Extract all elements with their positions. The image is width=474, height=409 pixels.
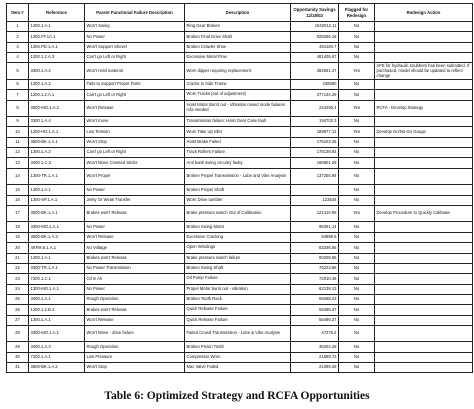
header-redesign-action: Redesign Action bbox=[375, 4, 473, 22]
cell-savings: 828256.16 bbox=[291, 32, 339, 42]
cell-redesign-action bbox=[375, 363, 473, 373]
cell-reference: 1200.1.A.1 bbox=[29, 253, 85, 263]
cell-parent-failure: Rough Operation bbox=[85, 342, 185, 352]
cell-savings: 84899.6 bbox=[291, 232, 339, 242]
table-row bbox=[7, 168, 473, 185]
table-row bbox=[7, 315, 473, 325]
cell-item: 31 bbox=[7, 363, 29, 373]
cell-item: 10 bbox=[7, 127, 29, 137]
cell-redesign-action bbox=[375, 42, 473, 52]
cell-flagged: No bbox=[339, 352, 375, 362]
cell-redesign-action bbox=[375, 253, 473, 263]
cell-parent-failure: Won't Stop bbox=[85, 363, 185, 373]
cell-savings: 55495.37 bbox=[291, 315, 339, 325]
cell-flagged: No bbox=[339, 168, 375, 185]
header-item: Item # bbox=[7, 4, 29, 22]
cell-item: 19 bbox=[7, 232, 29, 242]
cell-description: Compressor Worn bbox=[185, 352, 291, 362]
cell-item: 18 bbox=[7, 222, 29, 232]
cell-savings: 384051.47 bbox=[291, 63, 339, 80]
cell-description: Anti bank swing circuitry faulty bbox=[185, 158, 291, 168]
cell-redesign-action: Develop Go/No-Go Gauge bbox=[375, 127, 473, 137]
cell-reference: 1200-HD.1.A.1 bbox=[29, 127, 85, 137]
table-row bbox=[7, 63, 473, 80]
cell-flagged: No bbox=[339, 148, 375, 158]
table-row bbox=[7, 90, 473, 100]
cell-savings: 123544 bbox=[291, 195, 339, 205]
cell-redesign-action bbox=[375, 90, 473, 100]
cell-savings: 189877.12 bbox=[291, 127, 339, 137]
cell-item: 23 bbox=[7, 274, 29, 284]
cell-description: Quick Release Failure bbox=[185, 305, 291, 315]
table-row bbox=[7, 22, 473, 32]
cell-item: 20 bbox=[7, 243, 29, 253]
header-savings: Opportunity Savings 12/18/02 bbox=[291, 4, 339, 22]
table-row bbox=[7, 325, 473, 342]
cell-savings: 36202.29 bbox=[291, 342, 339, 352]
cell-parent-failure: Can't go Left or Right bbox=[85, 90, 185, 100]
cell-reference: 1300.1.A.1 bbox=[29, 185, 85, 195]
cell-parent-failure: Brakes won't Release bbox=[85, 253, 185, 263]
cell-parent-failure: Won't Move - drive failure bbox=[85, 325, 185, 342]
cell-redesign-action bbox=[375, 315, 473, 325]
cell-parent-failure: No Power bbox=[85, 32, 185, 42]
cell-parent-failure: No Power bbox=[85, 284, 185, 294]
cell-savings: 121410.95 bbox=[291, 205, 339, 222]
cell-description: Brake pressure switch Out of Calibration bbox=[185, 205, 291, 222]
cell-reference: 1300.FF.1A.1 bbox=[29, 32, 85, 42]
cell-item: 7 bbox=[7, 90, 29, 100]
cell-item: 12 bbox=[7, 148, 29, 158]
cell-savings: 59268.23 bbox=[291, 294, 339, 304]
cell-savings: 47275.2 bbox=[291, 325, 339, 342]
cell-redesign-action bbox=[375, 195, 473, 205]
cell-description: Excessive Metal Flow bbox=[185, 53, 291, 63]
cell-parent-failure: No Power bbox=[85, 185, 185, 195]
cell-redesign-action bbox=[375, 284, 473, 294]
cell-redesign-action bbox=[375, 168, 473, 185]
cell-description: Propel Motor burnt out - vibration bbox=[185, 284, 291, 294]
table-row bbox=[7, 342, 473, 352]
cell-reference: 1300-TR.1.A.1 bbox=[29, 168, 85, 185]
cell-description: Broken Propel Shaft bbox=[185, 185, 291, 195]
cell-reference: 1200.1.2.B.4 bbox=[29, 305, 85, 315]
cell-redesign-action bbox=[375, 352, 473, 362]
table-row bbox=[7, 274, 473, 284]
cell-flagged: No bbox=[339, 222, 375, 232]
cell-reference: 1200.1.2.A.1 bbox=[29, 90, 85, 100]
cell-savings: 21089.29 bbox=[291, 363, 339, 373]
cell-description: Worn Take Up Idler bbox=[185, 127, 291, 137]
cell-description: Mac Valve Failed bbox=[185, 363, 291, 373]
cell-redesign-action bbox=[375, 222, 473, 232]
cell-item: 4 bbox=[7, 53, 29, 63]
header-flagged: Flagged for Redesign bbox=[339, 4, 375, 22]
cell-flagged: No bbox=[339, 315, 375, 325]
cell-reference: 1300.1.A.2 bbox=[29, 79, 85, 89]
cell-parent-failure: Jerky Or Weak Transfer bbox=[85, 195, 185, 205]
cell-flagged: Yes bbox=[339, 205, 375, 222]
cell-reference: 3300-MO.1.A.1 bbox=[29, 325, 85, 342]
cell-reference: 3400.1.A.3 bbox=[29, 342, 85, 352]
cell-reference: 4KFM.5.1.A.1 bbox=[29, 243, 85, 253]
table-row bbox=[7, 32, 473, 42]
cell-savings: 21599.72 bbox=[291, 352, 339, 362]
cell-savings: 62138.13 bbox=[291, 284, 339, 294]
cell-flagged: No bbox=[339, 284, 375, 294]
table-row bbox=[7, 42, 473, 52]
cell-parent-failure: Won't Stop bbox=[85, 137, 185, 147]
cell-parent-failure: Low Pressure bbox=[85, 352, 185, 362]
cell-reference: 1300-SP.1.A.1 bbox=[29, 195, 85, 205]
cell-savings: 176103.26 bbox=[291, 137, 339, 147]
table-row bbox=[7, 53, 473, 63]
cell-item: 28 bbox=[7, 325, 29, 342]
cell-parent-failure: Can't go Left or Right bbox=[85, 148, 185, 158]
cell-reference: 3300-TR.1.A.1 bbox=[29, 263, 85, 273]
cell-flagged: No bbox=[339, 79, 375, 89]
cell-flagged: No bbox=[339, 363, 375, 373]
table-body bbox=[7, 22, 473, 373]
cell-item: 24 bbox=[7, 284, 29, 294]
cell-redesign-action: Develop Procedure to Quickly Calibrate bbox=[375, 205, 473, 222]
cell-reference: 3500-BK.1.A.1 bbox=[29, 205, 85, 222]
cell-parent-failure: Fails to Support Proper Parts bbox=[85, 79, 185, 89]
cell-parent-failure: Brakes won't Release bbox=[85, 205, 185, 222]
cell-description: Broken Tooth Rack bbox=[185, 294, 291, 304]
cell-savings: 339580 bbox=[291, 79, 339, 89]
table-row bbox=[7, 284, 473, 294]
rcfa-opportunities-table bbox=[6, 3, 473, 373]
cell-flagged: No bbox=[339, 325, 375, 342]
cell-savings: 83346.55 bbox=[291, 243, 339, 253]
table-row bbox=[7, 205, 473, 222]
cell-redesign-action bbox=[375, 32, 473, 42]
cell-item: 22 bbox=[7, 263, 29, 273]
table-row bbox=[7, 148, 473, 158]
cell-item: 13 bbox=[7, 158, 29, 168]
cell-parent-failure: Won't Move Crossed Sticks bbox=[85, 158, 185, 168]
cell-redesign-action bbox=[375, 305, 473, 315]
cell-flagged: No bbox=[339, 342, 375, 352]
cell-redesign-action bbox=[375, 185, 473, 195]
cell-parent-failure: Rough Operation bbox=[85, 294, 185, 304]
cell-reference: 3400.1.C.3 bbox=[29, 158, 85, 168]
cell-flagged: No bbox=[339, 185, 375, 195]
table-row bbox=[7, 127, 473, 137]
cell-parent-failure: Won't Support Shovel bbox=[85, 42, 185, 52]
cell-redesign-action bbox=[375, 294, 473, 304]
cell-item: 9 bbox=[7, 117, 29, 127]
cell-reference: 3300-MO.1.A.1 bbox=[29, 222, 85, 232]
cell-redesign-action bbox=[375, 274, 473, 284]
cell-flagged: No bbox=[339, 232, 375, 242]
cell-item: 21 bbox=[7, 253, 29, 263]
cell-redesign-action bbox=[375, 158, 473, 168]
table-row bbox=[7, 352, 473, 362]
cell-redesign-action bbox=[375, 232, 473, 242]
cell-reference: 3400.1.A.1 bbox=[29, 294, 85, 304]
cell-savings: 277144.29 bbox=[291, 90, 339, 100]
cell-parent-failure: Won't Swing bbox=[85, 22, 185, 32]
cell-flagged: No bbox=[339, 42, 375, 52]
cell-reference: 1300.1.A.1 bbox=[29, 315, 85, 325]
cell-flagged: Yes bbox=[339, 100, 375, 117]
cell-description: Oil Pump Failure bbox=[185, 274, 291, 284]
cell-flagged: No bbox=[339, 253, 375, 263]
cell-savings: 244290.4 bbox=[291, 100, 339, 117]
cell-reference: 1300.1.A.3 bbox=[29, 148, 85, 158]
cell-flagged: No bbox=[339, 53, 375, 63]
table-row bbox=[7, 294, 473, 304]
cell-item: 5 bbox=[7, 63, 29, 80]
cell-flagged: No bbox=[339, 263, 375, 273]
cell-savings: 1042012.11 bbox=[291, 22, 339, 32]
cell-savings: 80209.55 bbox=[291, 253, 339, 263]
header-description: Description bbox=[185, 4, 291, 22]
cell-reference: 1200.1.2.A.3 bbox=[29, 53, 85, 63]
table-row bbox=[7, 243, 473, 253]
cell-savings: 175138.92 bbox=[291, 148, 339, 158]
cell-savings bbox=[291, 185, 339, 195]
cell-savings: 137255.94 bbox=[291, 168, 339, 185]
cell-savings: 98391.14 bbox=[291, 222, 339, 232]
cell-description: Transmission failure: Hoist Gear Case fault bbox=[185, 117, 291, 127]
cell-flagged: Yes bbox=[339, 63, 375, 80]
cell-description: Worn Drive tumbler bbox=[185, 195, 291, 205]
cell-redesign-action bbox=[375, 148, 473, 158]
cell-description: Open Windings bbox=[185, 243, 291, 253]
cell-description: Brake pressure switch failure bbox=[185, 253, 291, 263]
cell-parent-failure: Can't go Left or Right bbox=[85, 53, 185, 63]
cell-item: 25 bbox=[7, 294, 29, 304]
cell-savings: 484184.7 bbox=[291, 42, 339, 52]
table-row bbox=[7, 222, 473, 232]
cell-redesign-action: AFE for hydraulic snubbers has been submitted. If purchased, model should be updated to reflect change bbox=[375, 63, 473, 80]
cell-redesign-action bbox=[375, 263, 473, 273]
cell-reference: 3500-BK.1.A.2 bbox=[29, 363, 85, 373]
cell-parent-failure: Low Tension bbox=[85, 127, 185, 137]
cell-parent-failure: No Power bbox=[85, 222, 185, 232]
cell-description: Worn Tracks (out of adjustment) bbox=[185, 90, 291, 100]
cell-reference: 3500-MO.1.A.2 bbox=[29, 100, 85, 117]
cell-description: Broken Propel Transmission - Lube and Vibe Analysis bbox=[185, 168, 291, 185]
cell-flagged: No bbox=[339, 274, 375, 284]
table-row bbox=[7, 195, 473, 205]
table-row bbox=[7, 100, 473, 117]
cell-redesign-action bbox=[375, 22, 473, 32]
cell-item: 11 bbox=[7, 137, 29, 147]
cell-parent-failure: Oil In Air bbox=[85, 274, 185, 284]
header-reference: Reference bbox=[29, 4, 85, 22]
cell-redesign-action bbox=[375, 53, 473, 63]
cell-redesign-action bbox=[375, 137, 473, 147]
cell-reference: 1300-MO.1.A.1 bbox=[29, 284, 85, 294]
cell-reference: 7200.1.A.1 bbox=[29, 352, 85, 362]
cell-item: 2 bbox=[7, 32, 29, 42]
cell-item: 17 bbox=[7, 205, 29, 222]
cell-savings: 194702.3 bbox=[291, 117, 339, 127]
cell-parent-failure: Won't Propel bbox=[85, 168, 185, 185]
cell-parent-failure: Brakes won't Release bbox=[85, 305, 185, 315]
cell-flagged: No bbox=[339, 22, 375, 32]
cell-flagged: Yes bbox=[339, 127, 375, 137]
cell-flagged: No bbox=[339, 32, 375, 42]
cell-flagged: No bbox=[339, 294, 375, 304]
table-row bbox=[7, 253, 473, 263]
cell-description: Broken Crawler Shoe bbox=[185, 42, 291, 52]
cell-redesign-action bbox=[375, 117, 473, 127]
table-header-row bbox=[7, 4, 473, 22]
cell-description: Failed Crowd Transmission - Lube & Vibe Analysis bbox=[185, 325, 291, 342]
cell-description: Broken Final Drive Shaft bbox=[185, 32, 291, 42]
table-row bbox=[7, 232, 473, 242]
cell-description: Worn dipper requiring replacement bbox=[185, 63, 291, 80]
cell-reference: 1300.PD.1.A.1 bbox=[29, 42, 85, 52]
cell-savings: 76223.66 bbox=[291, 263, 339, 273]
cell-savings: 166901.29 bbox=[291, 158, 339, 168]
cell-redesign-action bbox=[375, 342, 473, 352]
cell-item: 29 bbox=[7, 342, 29, 352]
cell-item: 26 bbox=[7, 305, 29, 315]
cell-reference: 3500-BK.1.A.1 bbox=[29, 137, 85, 147]
cell-flagged: No bbox=[339, 195, 375, 205]
cell-reference: 7200.1.C.1 bbox=[29, 274, 85, 284]
cell-description: Cracks in Side Frame bbox=[185, 79, 291, 89]
cell-savings: 55495.37 bbox=[291, 305, 339, 315]
table-row bbox=[7, 305, 473, 315]
table-row bbox=[7, 263, 473, 273]
cell-parent-failure: Won't Hold material bbox=[85, 63, 185, 80]
cell-description: Quick Release Failure bbox=[185, 315, 291, 325]
cell-savings: 481405.67 bbox=[291, 53, 339, 63]
cell-parent-failure: No Power Transmission bbox=[85, 263, 185, 273]
cell-flagged: No bbox=[339, 117, 375, 127]
cell-redesign-action bbox=[375, 325, 473, 342]
cell-redesign-action bbox=[375, 243, 473, 253]
document-page bbox=[6, 3, 472, 373]
table-row bbox=[7, 185, 473, 195]
cell-description: Excessive Cracking bbox=[185, 232, 291, 242]
cell-item: 27 bbox=[7, 315, 29, 325]
cell-parent-failure: Won't Release bbox=[85, 315, 185, 325]
cell-parent-failure: Won't Release bbox=[85, 232, 185, 242]
cell-item: 6 bbox=[7, 79, 29, 89]
cell-item: 15 bbox=[7, 185, 29, 195]
table-row bbox=[7, 117, 473, 127]
cell-parent-failure: No Voltage bbox=[85, 243, 185, 253]
table-row bbox=[7, 158, 473, 168]
cell-reference: 3300.1.A.4 bbox=[29, 117, 85, 127]
cell-reference: 1200.1.A.1 bbox=[29, 22, 85, 32]
table-row bbox=[7, 79, 473, 89]
cell-item: 3 bbox=[7, 42, 29, 52]
cell-parent-failure: Won't Release bbox=[85, 100, 185, 117]
cell-item: 1 bbox=[7, 22, 29, 32]
cell-description: Broken Swing Shaft bbox=[185, 263, 291, 273]
cell-reference: 3500-BK.1.A.3 bbox=[29, 232, 85, 242]
table-caption: Table 6: Optimized Strategy and RCFA Opportunities bbox=[104, 390, 370, 402]
cell-flagged: No bbox=[339, 243, 375, 253]
table-row bbox=[7, 137, 473, 147]
cell-description: Hoist Motor Burnt out - Vibration mixed mode failures rcfa needed bbox=[185, 100, 291, 117]
cell-description: Hoist Brake Failed bbox=[185, 137, 291, 147]
table-row bbox=[7, 363, 473, 373]
cell-flagged: No bbox=[339, 137, 375, 147]
cell-redesign-action: RCFA - Develop Strategy bbox=[375, 100, 473, 117]
cell-item: 14 bbox=[7, 168, 29, 185]
cell-savings: 72010.48 bbox=[291, 274, 339, 284]
cell-item: 16 bbox=[7, 195, 29, 205]
cell-flagged: No bbox=[339, 158, 375, 168]
cell-description: Broken Pinion Tooth bbox=[185, 342, 291, 352]
header-parent-failure: Parent Functional Failure Description bbox=[85, 4, 185, 22]
cell-flagged: No bbox=[339, 305, 375, 315]
cell-reference: 3300.1.A.2 bbox=[29, 63, 85, 80]
cell-item: 30 bbox=[7, 352, 29, 362]
cell-flagged: No bbox=[339, 90, 375, 100]
cell-item: 8 bbox=[7, 100, 29, 117]
cell-description: Track Rollers Failure bbox=[185, 148, 291, 158]
cell-description: Broken Swing Motor bbox=[185, 222, 291, 232]
cell-parent-failure: Won't move bbox=[85, 117, 185, 127]
cell-description: Ring Gear Broken bbox=[185, 22, 291, 32]
cell-redesign-action bbox=[375, 79, 473, 89]
